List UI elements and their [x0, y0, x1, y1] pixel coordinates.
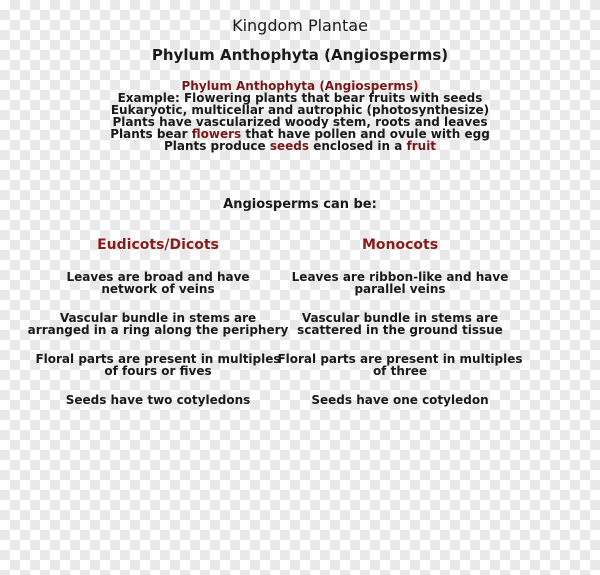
angiosperms-label: Angiosperms can be: — [223, 197, 377, 212]
page-title: Kingdom Plantae — [232, 16, 368, 35]
list-item-line: arranged in a ring along the periphery — [27, 323, 289, 337]
list-item-line: Seeds have one cotyledon — [311, 393, 489, 407]
page-subtitle: Phylum Anthophyta (Angiosperms) — [151, 46, 449, 64]
list-item-line: of fours or fives — [104, 364, 212, 378]
list-item-line: Seeds have two cotyledons — [65, 393, 251, 407]
text-segment: Plants bear — [110, 127, 192, 141]
intro-heading: Phylum Anthophyta (Angiosperms) — [181, 79, 419, 93]
list-item-line: parallel veins — [354, 282, 446, 296]
list-item-line: Vascular bundle in stems are — [301, 311, 499, 325]
list-item-line: Leaves are ribbon-like and have — [291, 270, 509, 284]
eudicots-heading: Eudicots/Dicots — [97, 237, 219, 253]
list-item-line: network of veins — [101, 282, 215, 296]
list-item — [250, 271, 550, 295]
list-item-line: Floral parts are present in multiples — [277, 352, 523, 366]
text-segment: that have pollen and ovule with egg — [241, 127, 490, 141]
list-item — [250, 312, 550, 336]
list-item — [250, 394, 550, 406]
text-segment: Plants produce — [163, 139, 270, 153]
monocots-list — [250, 271, 550, 406]
list-item-line: Floral parts are present in multiples — [35, 352, 281, 366]
highlight-flowers: flowers — [191, 127, 242, 141]
list-item-line: of three — [372, 364, 428, 378]
list-item-line: Vascular bundle in stems are — [59, 311, 257, 325]
list-item-line: scattered in the ground tissue — [297, 323, 503, 337]
intro-line-vascular: Plants have vascularized woody stem, roots and leaves — [112, 115, 488, 129]
highlight-fruit: fruit — [406, 139, 437, 153]
monocots-column — [250, 237, 550, 406]
highlight-seeds: seeds — [269, 139, 310, 153]
intro-block — [0, 80, 600, 152]
list-item-line: Leaves are broad and have — [66, 270, 250, 284]
monocots-heading: Monocots — [361, 237, 439, 253]
list-item — [250, 353, 550, 377]
intro-line-seeds — [0, 140, 600, 152]
text-segment: enclosed in a — [309, 139, 407, 153]
intro-line-example: Example: Flowering plants that bear fruits with seeds — [117, 91, 483, 105]
intro-line-eukaryotic: Eukaryotic, multicellar and autrophic (photosynthesize) — [110, 103, 490, 117]
